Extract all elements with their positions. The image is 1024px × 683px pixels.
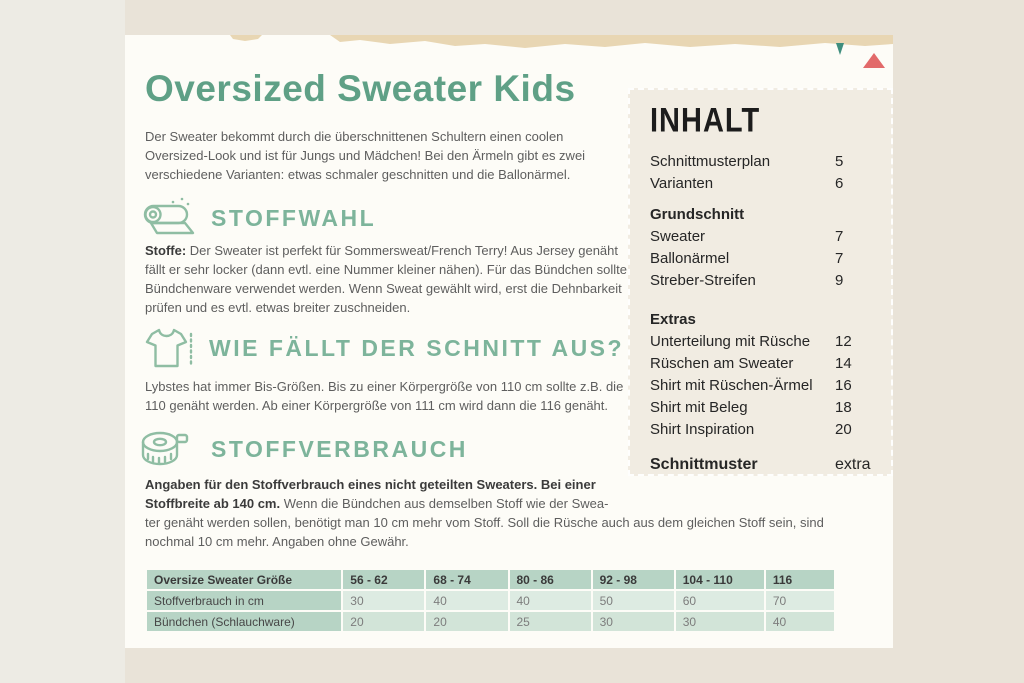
section-title-stoffverbrauch: STOFFVERBRAUCH (211, 435, 468, 462)
toc-page-number: 14 (835, 355, 852, 372)
red-triangle-marker (863, 53, 885, 68)
toc-item: Unterteilung mit Rüsche 12 (650, 331, 877, 353)
body-line: prüfen und es evtl. etwas breiter zuschneiden. (145, 300, 411, 315)
toc-page-number: 7 (835, 250, 844, 267)
body-line: Lybstes hat immer Bis-Größen. Bis zu einer Körpergröße von 110 cm sollte z.B. die (145, 379, 624, 394)
table-of-contents-box (628, 88, 893, 476)
table-cell: 25 (509, 611, 592, 632)
torn-paper-edge (125, 35, 893, 51)
table-cell: 30 (675, 611, 765, 632)
toc-page-number: 7 (835, 228, 844, 245)
toc-page-number: 9 (835, 272, 844, 289)
toc-group-header: Grundschnitt (650, 204, 877, 226)
stoffverbrauch-paragraph (145, 475, 824, 551)
toc-group-header: Extras (650, 309, 877, 331)
section-title-schnitt: WIE FÄLLT DER SCHNITT AUS? (209, 334, 625, 361)
toc-item: Shirt mit Rüschen-Ärmel 16 (650, 375, 877, 397)
body-line: fällt er sehr locker (dann evtl. eine Nummer kleiner nähen). Für das Bündchen sollte (145, 262, 627, 277)
toc-item: Rüschen am Sweater 14 (650, 353, 877, 375)
intro-line: Der Sweater bekommt durch die überschnittenen Schultern einen coolen (145, 129, 564, 144)
table-cell: 20 (342, 611, 425, 632)
toc-page-number: 18 (835, 399, 852, 416)
table-header-cell: 68 - 74 (425, 569, 508, 590)
table-row (146, 590, 835, 611)
body-line: 110 genäht werden. Ab einer Körpergröße von 111 cm wird dann die 116 genäht. (145, 398, 609, 413)
table-cell: 70 (765, 590, 835, 611)
toc-item-schnittmuster: Schnittmuster extra (650, 454, 877, 476)
body-line: Stoffbreite ab 140 cm. Wenn die Bündchen aus demselben Stoff wie der Swea- (145, 496, 609, 511)
table-row-label: Stoffverbrauch in cm (146, 590, 342, 611)
measuring-tape-icon (139, 428, 197, 470)
section-header-stoffwahl (139, 195, 376, 241)
section-header-stoffverbrauch (139, 428, 468, 470)
table-header-cell: 116 (765, 569, 835, 590)
teal-marker (836, 43, 844, 55)
page-title: Oversized Sweater Kids (145, 68, 576, 109)
toc-page-number: extra (835, 456, 871, 473)
body-line: Bündchenware verwendet werden. Wenn Sweat gewählt wird, erst die Dehnbarkeit (145, 281, 622, 296)
toc-page-number (835, 204, 877, 226)
toc-item: Varianten 6 (650, 173, 877, 195)
body-line: Stoffe: Der Sweater ist perfekt für Sommersweat/French Terry! Aus Jersey genäht (145, 243, 618, 258)
table-cell: 50 (592, 590, 675, 611)
section-title-stoffwahl: STOFFWAHL (211, 204, 377, 231)
intro-line: Oversized-Look und ist für Jungs und Mädchen! Bei den Ärmeln gibt es zwei (145, 148, 586, 163)
tshirt-icon (139, 326, 195, 370)
body-line: Angaben für den Stoffverbrauch eines nicht geteilten Sweaters. Bei einer (145, 477, 596, 492)
table-cell: 30 (592, 611, 675, 632)
table-row-label: Bündchen (Schlauchware) (146, 611, 342, 632)
table-header-cell: Oversize Sweater Größe (146, 569, 342, 590)
toc-page-number: 20 (835, 421, 852, 438)
table-cell: 30 (342, 590, 425, 611)
toc-item: Schnittmusterplan 5 (650, 151, 877, 173)
table-cell: 40 (509, 590, 592, 611)
toc-item: Sweater 7 (650, 226, 877, 248)
body-line: nochmal 10 cm mehr. Angaben ohne Gewähr. (145, 534, 409, 549)
toc-page-number: 6 (835, 175, 844, 192)
toc-page-number: 12 (835, 333, 852, 350)
fabric-consumption-table (145, 568, 836, 633)
schnitt-paragraph (145, 377, 623, 415)
table-cell: 20 (425, 611, 508, 632)
toc-page-number: 5 (835, 153, 844, 170)
table-row (146, 611, 835, 632)
intro-line: verschiedene Varianten: etwas schmaler geschnitten und die Ballonärmel. (145, 167, 571, 182)
toc-item: Streber-Streifen 9 (650, 270, 877, 292)
table-cell: 60 (675, 590, 765, 611)
fabric-bolt-icon (139, 195, 197, 241)
toc-page-number (835, 309, 877, 331)
table-header-cell: 104 - 110 (675, 569, 765, 590)
table-header-cell: 80 - 86 (509, 569, 592, 590)
toc-item: Ballonärmel 7 (650, 248, 877, 270)
table-header-cell: 92 - 98 (592, 569, 675, 590)
document-page (125, 35, 893, 648)
toc-item: Shirt mit Beleg 18 (650, 397, 877, 419)
body-line: ter genäht werden sollen, benötigt man 10 cm mehr vom Stoff. Soll die Rüsche auch aus dem gleichen Stoff sein, sind (145, 515, 824, 530)
table-header-row (146, 569, 835, 590)
background-left-strip (0, 0, 125, 683)
table-cell: 40 (425, 590, 508, 611)
intro-paragraph (145, 127, 585, 184)
table-cell: 40 (765, 611, 835, 632)
toc-title: INHALT (650, 102, 761, 140)
section-header-schnitt (139, 326, 624, 370)
toc-item: Shirt Inspiration 20 (650, 419, 877, 441)
table-header-cell: 56 - 62 (342, 569, 425, 590)
stoffwahl-paragraph (145, 241, 627, 317)
toc-page-number: 16 (835, 377, 852, 394)
